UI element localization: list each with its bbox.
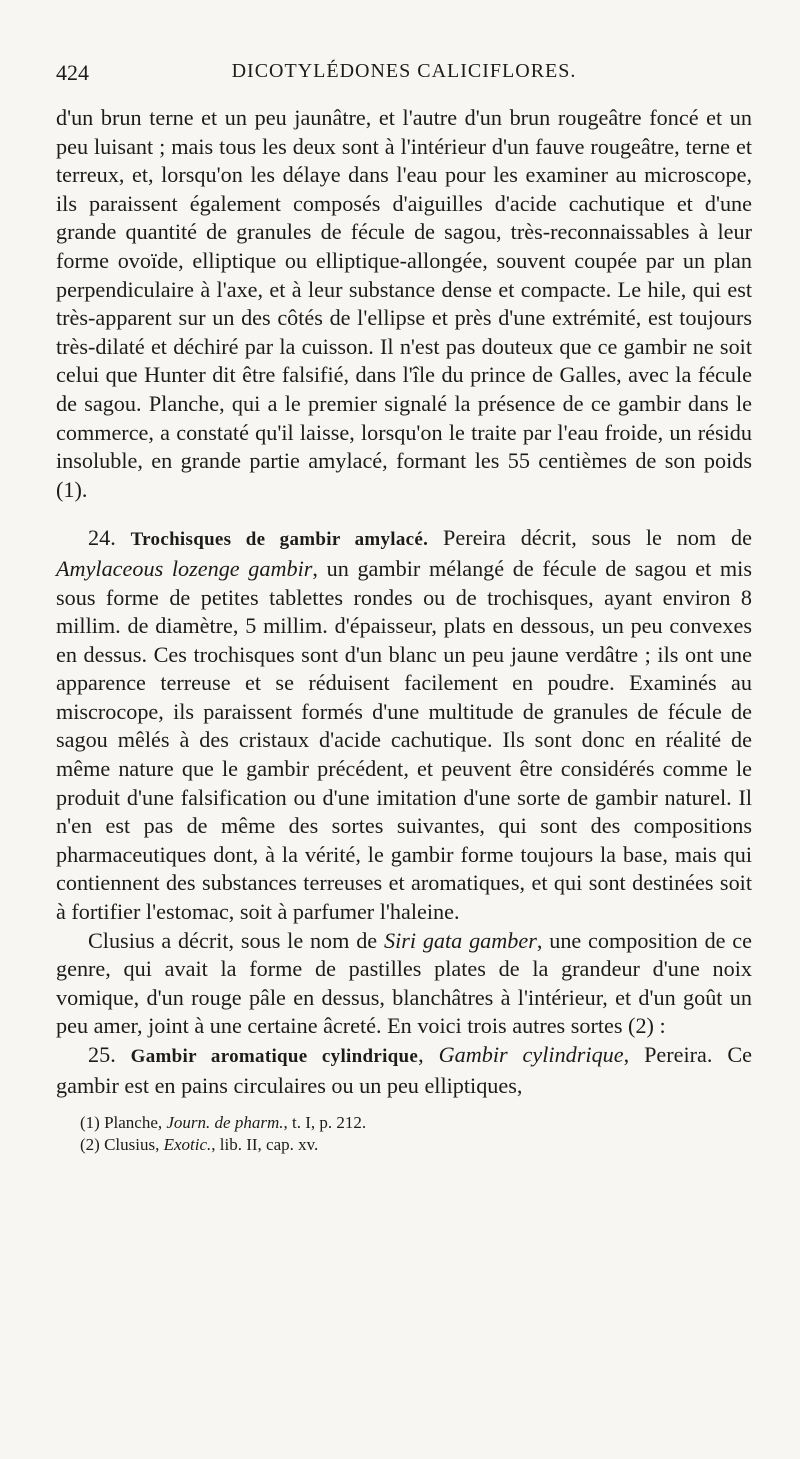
section-24-italic: Amylaceous lozenge gambir [56, 555, 313, 581]
section-24-number: 24. [88, 525, 116, 551]
section-25 [56, 1041, 752, 1100]
paragraph-continued: d'un brun terne et un peu jaunâtre, et l'autre d'un brun rougeâtre foncé et un peu luisant ; mais tous les deux sont à l'intérieur d'un fauve rougeâtre, terne et terreux, et, lorsqu'on les délaye dans l'eau pour les examiner au microscope, ils paraissent également composés d'aiguilles d'acide cachutique et d'une grande quantité de granules de fécule de sagou, très-reconnaissables à leur forme ovoïde, elliptique ou elliptique-allongée, souvent coupée par un plan perpendiculaire à l'axe, et à leur substance dense et compacte. Le hile, qui est très-apparent sur un des côtés de l'ellipse et près d'une extrémité, est toujours très-dilaté et déchiré par la cuisson. Il n'est pas douteux que ce gambir ne soit celui que Hunter dit être falsifié, dans l'île du prince de Galles, avec la fécule de sagou. Planche, qui a le premier signalé la présence de ce gambir dans le commerce, a constaté qu'il laisse, lorsqu'on le traite par l'eau froide, un résidu insoluble, en grande partie amylacé, formant les 55 centièmes de son poids (1). [56, 105, 752, 502]
header-title: DICOTYLÉDONES CALICIFLORES. [231, 60, 577, 82]
footnote-1 [56, 1112, 752, 1134]
clusius-text-b: , une composition de ce genre, qui avait la forme de pastilles plates de la grandeur d'une noix vomique, d'un rouge pâle en dessus, blanchâtres à l'intérieur, et d'un goût un peu amer, joint à une certaine âcreté. En voici trois autres sortes (2) : [56, 927, 753, 1039]
section-24-text-a: Pereira décrit, sous le nom de [428, 525, 752, 551]
footnote-2-italic: Exotic. [163, 1135, 212, 1155]
section-24-title: Trochisques de gambir amylacé. [130, 529, 429, 551]
section-25-title: Gambir aromatique cylindrique [130, 1046, 419, 1067]
footnote-1-text-a: (1) Planche, [80, 1113, 167, 1133]
section-25-text-a: , [418, 1042, 439, 1067]
clusius-text-a: Clusius a décrit, sous le nom de [88, 927, 384, 953]
body-text [56, 104, 752, 1100]
section-24 [56, 524, 752, 926]
section-25-text-b: , Pereira. Ce gambir est en pains circulaires ou un peu elliptiques, [56, 1042, 753, 1098]
section-25-italic: Gambir cylindrique [438, 1042, 624, 1067]
running-head [56, 56, 752, 90]
section-24-text-b: , un gambir mélangé de fécule de sagou et mis sous forme de petites tablettes rondes ou de trochisques, ayant environ 8 millim. de diamètre, 5 millim. d'épaisseur, plats en dessous, un peu convexes en dessus. Ces trochisques sont d'un blanc un peu jaune verdâtre ; ils ont une apparence terreuse et se réduisent facilement en poudre. Examinés au miscrocope, ils paraissent formés d'une multitude de granules de fécule de sagou mêlés à des cristaux d'acide cachutique. Ils sont donc en réalité de même nature que le gambir précédent, et peuvent être considérés comme le produit d'une falsification ou d'une imitation d'une sorte de gambir naturel. Il n'en est pas de même des sortes suivantes, qui sont des compositions pharmaceutiques dont, à la vérité, le gambir forme toujours la base, mais qui contiennent des substances terreuses et aromatiques, et qui sont destinées soit à fortifier l'estomac, soit à parfumer l'haleine. [56, 555, 752, 925]
footnote-2-text-b: , lib. II, cap. xv. [211, 1135, 319, 1155]
footnote-2-text-a: (2) Clusius, [80, 1135, 164, 1155]
paragraph-clusius [56, 927, 752, 1041]
footnote-2 [56, 1134, 752, 1156]
footnote-1-text-b: , t. I, p. 212. [283, 1113, 367, 1133]
clusius-italic: Siri gata gamber [383, 927, 537, 953]
footnote-1-italic: Journ. de pharm. [166, 1113, 284, 1133]
footnotes [56, 1112, 752, 1156]
section-25-number: 25. [88, 1042, 116, 1067]
page-number: 424 [56, 60, 89, 85]
